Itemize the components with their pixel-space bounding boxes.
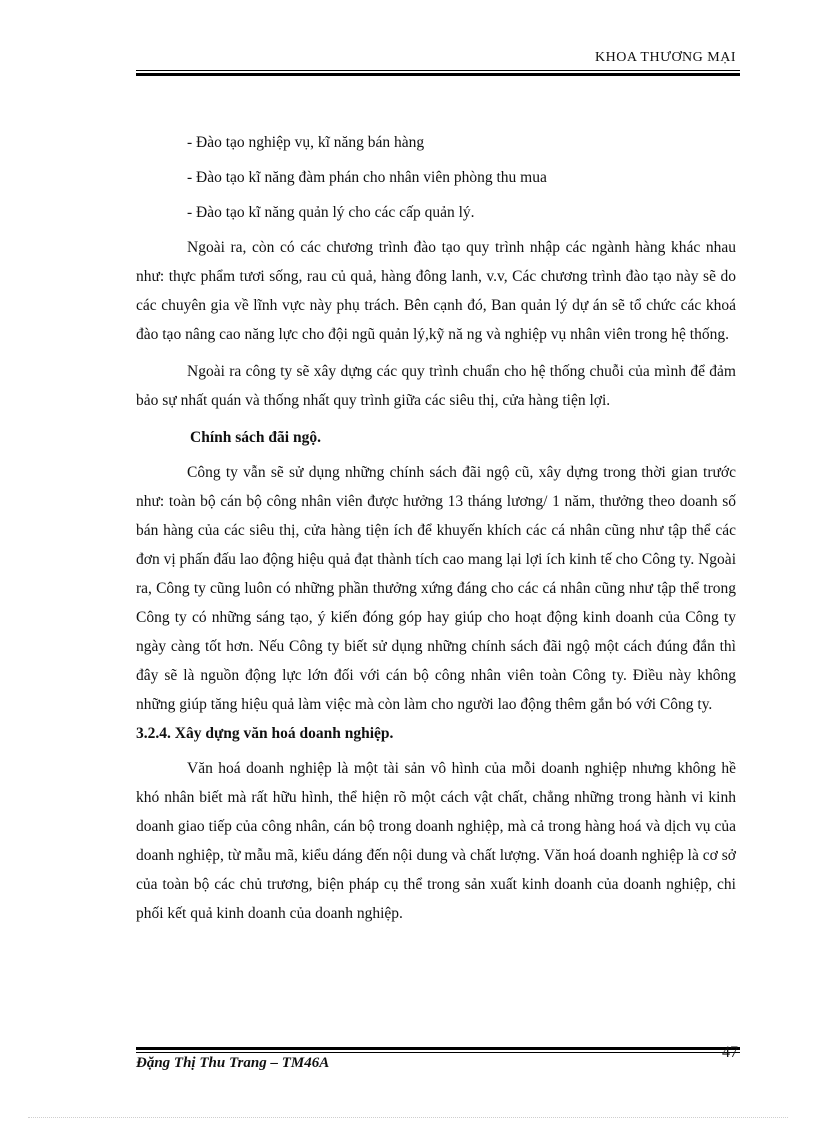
subheading: Chính sách đãi ngộ. (190, 429, 321, 446)
page-edge-dots (28, 1117, 788, 1118)
paragraph: Văn hoá doanh nghiệp là một tài sản vô hình của mỗi doanh nghiệp nhưng không hề khó nhân biết mà rất hữu hình, thể hiện rõ một cách vật chất, chẳng những trong hành vi kinh doanh giao tiếp của công nhân, cán bộ trong doanh nghiệp, mà cả trong hàng hoá và dịch vụ của doanh nghiệp, từ mẫu mã, kiểu dáng đến nội dung và chất lượng. Văn hoá doanh nghiệp là cơ sở của toàn bộ các chủ trương, biện pháp cụ thể trong sản xuất kinh doanh của doanh nghiệp, chi phối kết quả kinh doanh của doanh nghiệp. (136, 760, 736, 922)
paragraph: Ngoài ra, còn có các chương trình đào tạo quy trình nhập các ngành hàng khác nhau như: thực phẩm tươi sống, rau củ quả, hàng đông lanh, v.v, Các chương trình đào tạo này sẽ do các chuyên gia về lĩnh vực này phụ trách. Bên cạnh đó, Ban quản lý dự án sẽ tổ chức các khoá đào tạo nâng cao năng lực cho đội ngũ quản lý,kỹ nă ng và nghiệp vụ nhân viên trong hệ thống. (136, 239, 736, 343)
page-number: 47 (722, 1044, 738, 1061)
list-item: - Đào tạo nghiệp vụ, kĩ năng bán hàng (187, 134, 425, 151)
page-header-title: KHOA THƯƠNG MẠI (595, 50, 736, 65)
section-heading: 3.2.4. Xây dựng văn hoá doanh nghiệp. (136, 725, 394, 742)
list-item: - Đào tạo kĩ năng đàm phán cho nhân viên phòng thu mua (187, 169, 547, 186)
header-rule-thick (136, 73, 740, 76)
list-item: - Đào tạo kĩ năng quản lý cho các cấp quản lý. (187, 204, 475, 221)
footer-rule-thin (136, 1052, 740, 1053)
page-body (136, 128, 736, 928)
paragraph: Ngoài ra công ty sẽ xây dựng các quy trình chuẩn cho hệ thống chuỗi của mình để đảm bảo sự nhất quán và thống nhất quy trình giữa các siêu thị, cửa hàng tiện lợi. (136, 363, 736, 409)
paragraph: Công ty vẫn sẽ sử dụng những chính sách đãi ngộ cũ, xây dựng trong thời gian trước như: toàn bộ cán bộ công nhân viên được hưởng 13 tháng lương/ 1 năm, thưởng theo doanh số bán hàng của các siêu thị, cửa hàng tiện ích để khuyến khích các cá nhân cũng như tập thể các đơn vị phấn đấu lao động hiệu quả đạt thành tích cao mang lại lợi ích kinh tế cho Công ty. Ngoài ra, Công ty cũng luôn có những phần thưởng xứng đáng cho các cá nhân cũng như tập thể trong Công ty có những sáng tạo, ý kiến đóng góp hay giúp cho hoạt động kinh doanh của Công ty ngày càng tốt hơn. Nếu Công ty biết sử dụng những chính sách đãi ngộ một cách đúng đắn thì đây sẽ là nguồn động lực lớn đối với cán bộ công nhân viên toàn Công ty. Điều này không những giúp tăng hiệu quả làm việc mà còn làm cho người lao động thêm gắn bó với Công ty. (136, 464, 736, 713)
footer-author: Đặng Thị Thu Trang – TM46A (136, 1055, 330, 1071)
header-rule-thin (136, 70, 740, 71)
footer-rule-thick (136, 1047, 740, 1050)
